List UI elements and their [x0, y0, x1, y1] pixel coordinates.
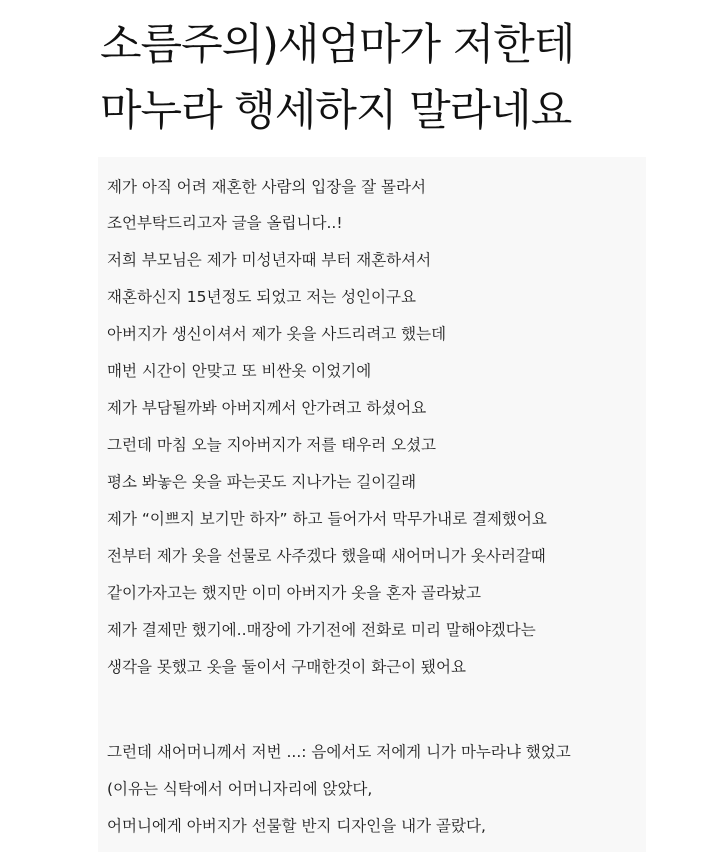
post-title [100, 12, 700, 144]
body-line: 생각을 못했고 옷을 둘이서 구매한것이 화근이 됐어요 [107, 658, 466, 676]
body-line: 전부터 제가 옷을 선물로 사주겠다 했을때 새어머니가 옷사러갈때 [107, 547, 546, 565]
body-line: 같이가자고는 했지만 이미 아버지가 옷을 혼자 골라놨고 [107, 584, 481, 602]
post-title-line: 마누라 행세하지 말라네요 [100, 86, 572, 136]
body-line: 제가 “이쁘지 보기만 하자” 하고 들어가서 막무가내로 결제했어요 [107, 510, 547, 528]
body-line: 제가 부담될까봐 아버지께서 안가려고 하셨어요 [107, 399, 427, 417]
body-line: 재혼하신지 15년정도 되었고 저는 성인이구요 [107, 288, 416, 306]
body-line: 제가 결제만 했기에..매장에 가기전에 전화로 미리 말해야겠다는 [107, 621, 536, 639]
post-title-line: 소름주의)새엄마가 저한테 [100, 20, 575, 70]
body-line: (이유는 식탁에서 어머니자리에 앉았다, [107, 780, 373, 798]
body-line: 그런데 마침 오늘 지아버지가 저를 태우러 오셨고 [107, 436, 437, 454]
body-line: 매번 시간이 안맞고 또 비싼옷 이었기에 [107, 362, 372, 380]
body-line: 조언부탁드리고자 글을 올립니다..! [107, 214, 343, 232]
body-line: 저희 부모님은 제가 미성년자때 부터 재혼하셔서 [107, 251, 432, 269]
body-line: 아버지가 생신이셔서 제가 옷을 사드리려고 했는데 [107, 325, 447, 343]
body-line: 어머니에게 아버지가 선물할 반지 디자인을 내가 골랐다, [107, 817, 486, 835]
body-line: 제가 아직 어려 재혼한 사람의 입장을 잘 몰라서 [107, 178, 426, 196]
body-line: 그런데 새어머니께서 저번 ...: 음에서도 저에게 니가 마누라냐 했었고 [107, 743, 571, 761]
body-line: 평소 봐놓은 옷을 파는곳도 지나가는 길이길래 [107, 473, 417, 491]
